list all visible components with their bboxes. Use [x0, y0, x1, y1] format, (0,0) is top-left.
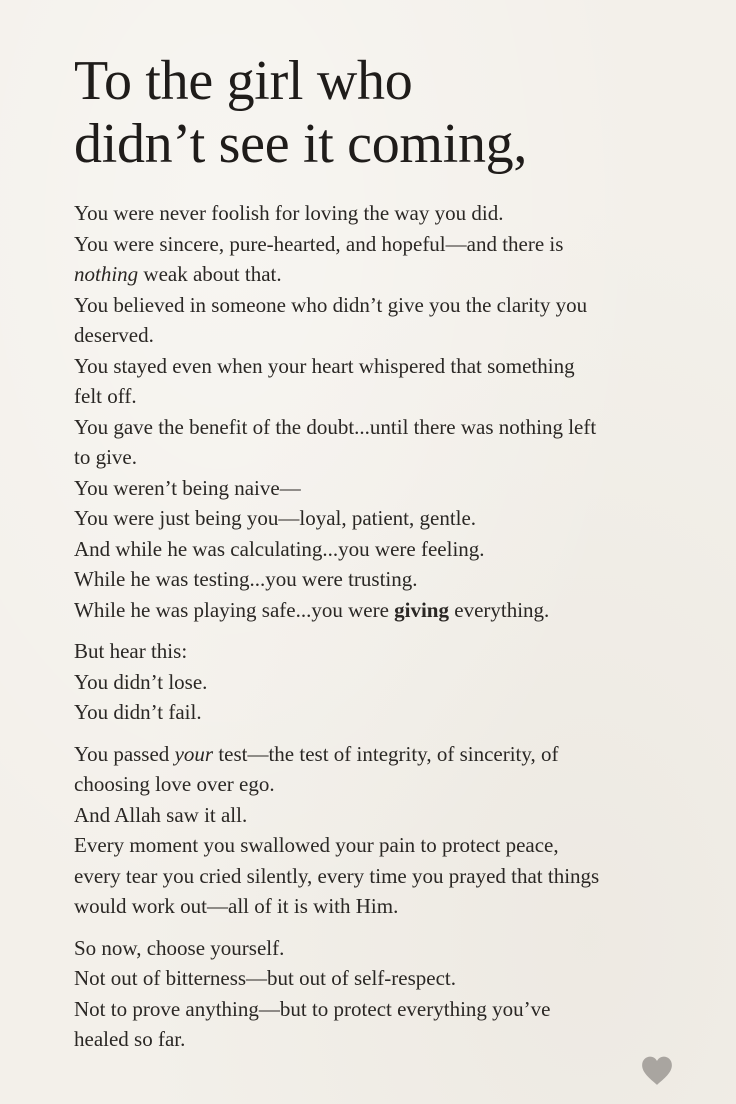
text-line [74, 667, 714, 698]
text-run: And while he was calculating...you were feeling. [74, 536, 485, 561]
text-run: You stayed even when your heart whispered that something [74, 353, 575, 378]
text-run: healed so far. [74, 1027, 186, 1051]
text-line [74, 229, 714, 260]
text-line [74, 830, 714, 861]
text-run: Not to prove anything—but to protect everything you’ve [74, 996, 551, 1021]
bold-emphasis: giving [394, 597, 449, 622]
text-run: While he was playing safe...you were [74, 597, 395, 622]
title-line-1: To the girl who [74, 50, 413, 112]
text-line [74, 381, 714, 412]
text-line [74, 1024, 714, 1055]
text-line [74, 800, 714, 831]
text-run: choosing love over ego. [74, 772, 275, 796]
title-line-2: didn’t see it coming, [74, 113, 528, 175]
text-run: You were just being you—loyal, patient, gentle. [74, 506, 477, 530]
text-run: weak about that. [138, 262, 282, 286]
paragraph [74, 198, 714, 625]
text-run: So now, choose yourself. [74, 935, 285, 960]
text-line [74, 861, 714, 892]
text-line [74, 891, 714, 922]
text-line [74, 564, 714, 595]
text-run: You were never foolish for loving the way you did. [74, 201, 504, 225]
text-line [74, 769, 714, 800]
text-run: You gave the benefit of the doubt...until there was nothing left [74, 414, 597, 439]
text-run: everything. [449, 597, 550, 622]
text-line [74, 697, 714, 728]
paragraph-gap [74, 922, 714, 933]
text-run: every tear you cried silently, every time you prayed that things [74, 863, 600, 888]
text-line [74, 933, 714, 964]
text-line [74, 351, 714, 382]
italic-emphasis: your [174, 741, 214, 766]
letter-body [74, 198, 714, 1055]
text-run: You didn’t lose. [74, 669, 208, 694]
text-run: While he was testing...you were trusting. [74, 567, 418, 591]
paragraph [74, 636, 714, 728]
text-line [74, 442, 714, 473]
text-run: to give. [74, 445, 137, 469]
text-run: Not out of bitterness—but out of self-respect. [74, 966, 456, 990]
text-run: test—the test of integrity, of sincerity, of [213, 741, 559, 766]
text-line [74, 320, 714, 351]
text-line [74, 412, 714, 443]
text-line [74, 259, 714, 290]
text-run: But hear this: [74, 639, 188, 663]
text-run: You were sincere, pure-hearted, and hopeful—and there is [74, 231, 564, 256]
text-run: You didn’t fail. [74, 700, 202, 724]
text-line [74, 595, 714, 626]
text-line [74, 503, 714, 534]
italic-emphasis: nothing [74, 262, 139, 286]
paragraph-gap [74, 728, 714, 739]
heart-icon [640, 1054, 674, 1088]
text-run: felt off. [74, 384, 137, 408]
text-line [74, 534, 714, 565]
paragraph-gap [74, 625, 714, 636]
text-line [74, 473, 714, 504]
page-title [74, 50, 714, 176]
text-line [74, 994, 714, 1025]
text-run: And Allah saw it all. [74, 802, 248, 827]
text-line [74, 636, 714, 667]
text-line [74, 198, 714, 229]
paragraph [74, 739, 714, 922]
text-run: would work out—all of it is with Him. [74, 894, 399, 918]
paragraph [74, 933, 714, 1055]
text-line [74, 290, 714, 321]
text-run: You passed [74, 741, 175, 766]
text-line [74, 963, 714, 994]
text-run: You weren’t being naive— [74, 475, 301, 500]
text-run: You believed in someone who didn’t give you the clarity you [74, 292, 588, 317]
text-run: deserved. [74, 323, 154, 347]
text-run: Every moment you swallowed your pain to protect peace, [74, 833, 559, 857]
text-line [74, 739, 714, 770]
